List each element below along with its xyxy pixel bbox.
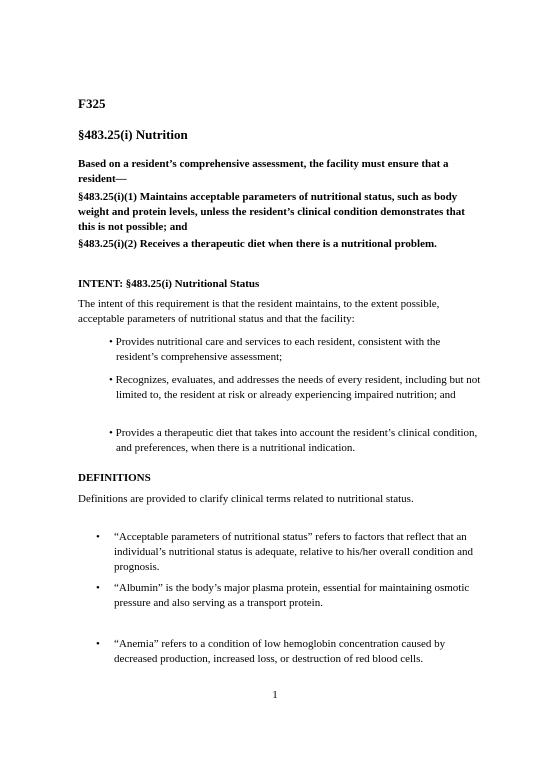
definition-item: “Acceptable parameters of nutritional status” refers to factors that reflect that an individual’s nutritional status is adequate, relative to his/her overall condition and prognosis. (114, 531, 473, 573)
list-bullet: • (96, 638, 100, 650)
page-number: 1 (272, 689, 278, 701)
definition-item: “Albumin” is the body’s major plasma protein, essential for maintaining osmotic pressure and also serving as a transport protein. (114, 582, 470, 609)
intent-bullet: • Provides a therapeutic diet that takes into account the resident’s clinical condition, and preferences, when there is a nutritional indication. (109, 427, 478, 454)
intent-heading: INTENT: §483.25(i) Nutritional Status (78, 278, 260, 290)
regulation-item-2: §483.25(i)(2) Receives a therapeutic diet when there is a nutritional problem. (78, 238, 437, 250)
section-heading: §483.25(i) Nutrition (78, 127, 188, 142)
definitions-intro: Definitions are provided to clarify clinical terms related to nutritional status. (78, 493, 414, 505)
section-code: F325 (78, 96, 106, 111)
intent-text: The intent of this requirement is that the resident maintains, to the extent possible, acceptable parameters of nutritional status and that the facility: (78, 298, 440, 325)
list-bullet: • (96, 582, 100, 594)
list-bullet: • (96, 531, 100, 543)
regulation-intro: Based on a resident’s comprehensive assessment, the facility must ensure that a resident— (78, 158, 449, 185)
definitions-heading: DEFINITIONS (78, 472, 151, 484)
regulation-item-1: §483.25(i)(1) Maintains acceptable parameters of nutritional status, such as body weight and protein levels, unless the resident’s clinical condition demonstrates that this is not possible; and (78, 191, 465, 233)
intent-bullet: • Provides nutritional care and services to each resident, consistent with the resident’s comprehensive assessment; (109, 336, 441, 363)
intent-bullet: • Recognizes, evaluates, and addresses the needs of every resident, including but not limited to, the resident at risk or already experiencing impaired nutrition; and (109, 374, 481, 401)
definition-item: “Anemia” refers to a condition of low hemoglobin concentration caused by decreased production, increased loss, or destruction of red blood cells. (114, 638, 446, 665)
